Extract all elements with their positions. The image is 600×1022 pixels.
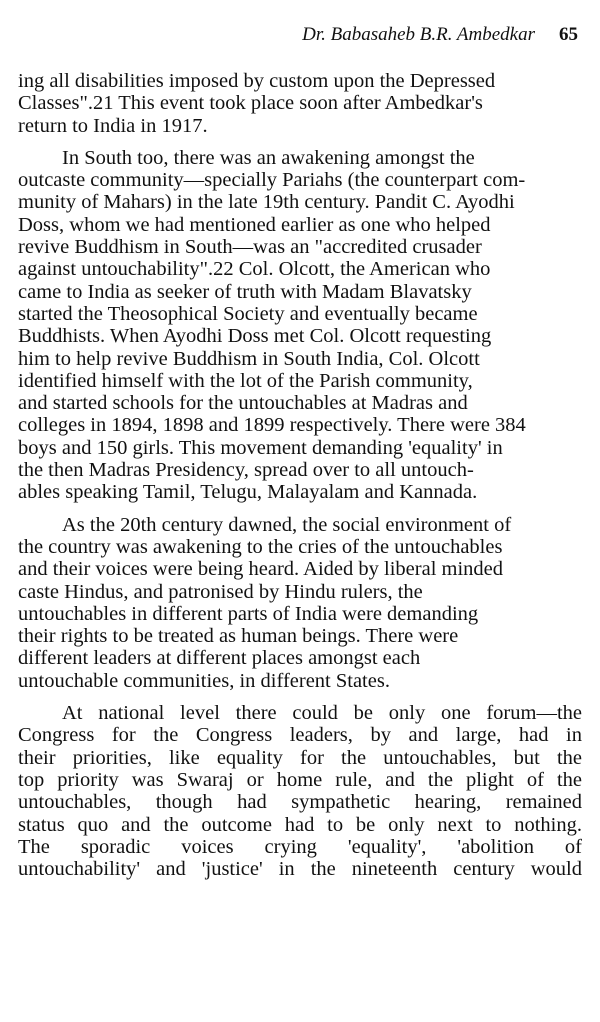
text-line: boys and 150 girls. This movement demanding 'equality' in: [18, 436, 503, 459]
text-line: and started schools for the untouchables at Madras and: [18, 392, 468, 415]
paragraph: [18, 514, 582, 692]
text-line: Buddhists. When Ayodhi Doss met Col. Olcott requesting: [18, 325, 492, 348]
text-line: outcaste community—specially Pariahs (the counterpart com-: [18, 169, 526, 192]
paragraph: [18, 702, 582, 880]
page-number: 65: [559, 24, 578, 45]
text-line: top priority was Swaraj or home rule, and the plight of the: [18, 768, 582, 791]
text-line: the country was awakening to the cries of the untouchables: [18, 535, 503, 558]
text-line: In South too, there was an awakening amongst the: [62, 146, 475, 169]
text-line: caste Hindus, and patronised by Hindu rulers, the: [18, 580, 423, 603]
body-text: [18, 70, 582, 880]
text-line: untouchables, though had sympathetic hearing, remained: [18, 791, 582, 814]
text-line: their rights to be treated as human beings. There were: [18, 625, 459, 648]
text-line: came to India as seeker of truth with Madam Blavatsky: [18, 280, 472, 303]
text-line: Classes".21 This event took place soon after Ambedkar's: [18, 92, 483, 115]
text-line: revive Buddhism in South—was an "accredited crusader: [18, 236, 482, 259]
text-line: untouchable communities, in different States.: [18, 669, 390, 692]
running-title: Dr. Babasaheb B.R. Ambedkar: [302, 24, 535, 45]
text-line: As the 20th century dawned, the social environment of: [62, 513, 512, 536]
text-line: Doss, whom we had mentioned earlier as one who helped: [18, 213, 491, 236]
text-line: started the Theosophical Society and eventually became: [18, 302, 478, 325]
text-line: different leaders at different places amongst each: [18, 647, 421, 670]
text-line: The sporadic voices crying 'equality', 'abolition of: [18, 835, 582, 858]
text-line: against untouchability".22 Col. Olcott, the American who: [18, 258, 491, 281]
text-line: their priorities, like equality for the untouchables, but the: [18, 746, 582, 769]
text-line: status quo and the outcome had to be only next to nothing.: [18, 813, 582, 836]
text-line: untouchables in different parts of India were demanding: [18, 602, 479, 625]
text-line: Congress for the Congress leaders, by and large, had in: [18, 724, 582, 747]
running-header: [302, 24, 578, 54]
text-line: untouchability' and 'justice' in the nineteenth century would: [18, 858, 582, 881]
text-line: At national level there could be only one forum—the: [62, 702, 582, 725]
text-line: him to help revive Buddhism in South India, Col. Olcott: [18, 347, 480, 370]
text-line: ing all disabilities imposed by custom upon the Depressed: [18, 70, 496, 92]
paragraph: [18, 70, 582, 137]
text-line: munity of Mahars) in the late 19th century. Pandit C. Ayodhi: [18, 191, 515, 214]
paragraph: [18, 147, 582, 504]
text-line: return to India in 1917.: [18, 114, 208, 137]
text-line: ables speaking Tamil, Telugu, Malayalam and Kannada.: [18, 481, 478, 504]
text-line: colleges in 1894, 1898 and 1899 respectively. There were 384: [18, 414, 526, 437]
text-line: identified himself with the lot of the Parish community,: [18, 369, 473, 392]
text-line: the then Madras Presidency, spread over to all untouch-: [18, 459, 474, 482]
text-line: and their voices were being heard. Aided by liberal minded: [18, 558, 504, 581]
